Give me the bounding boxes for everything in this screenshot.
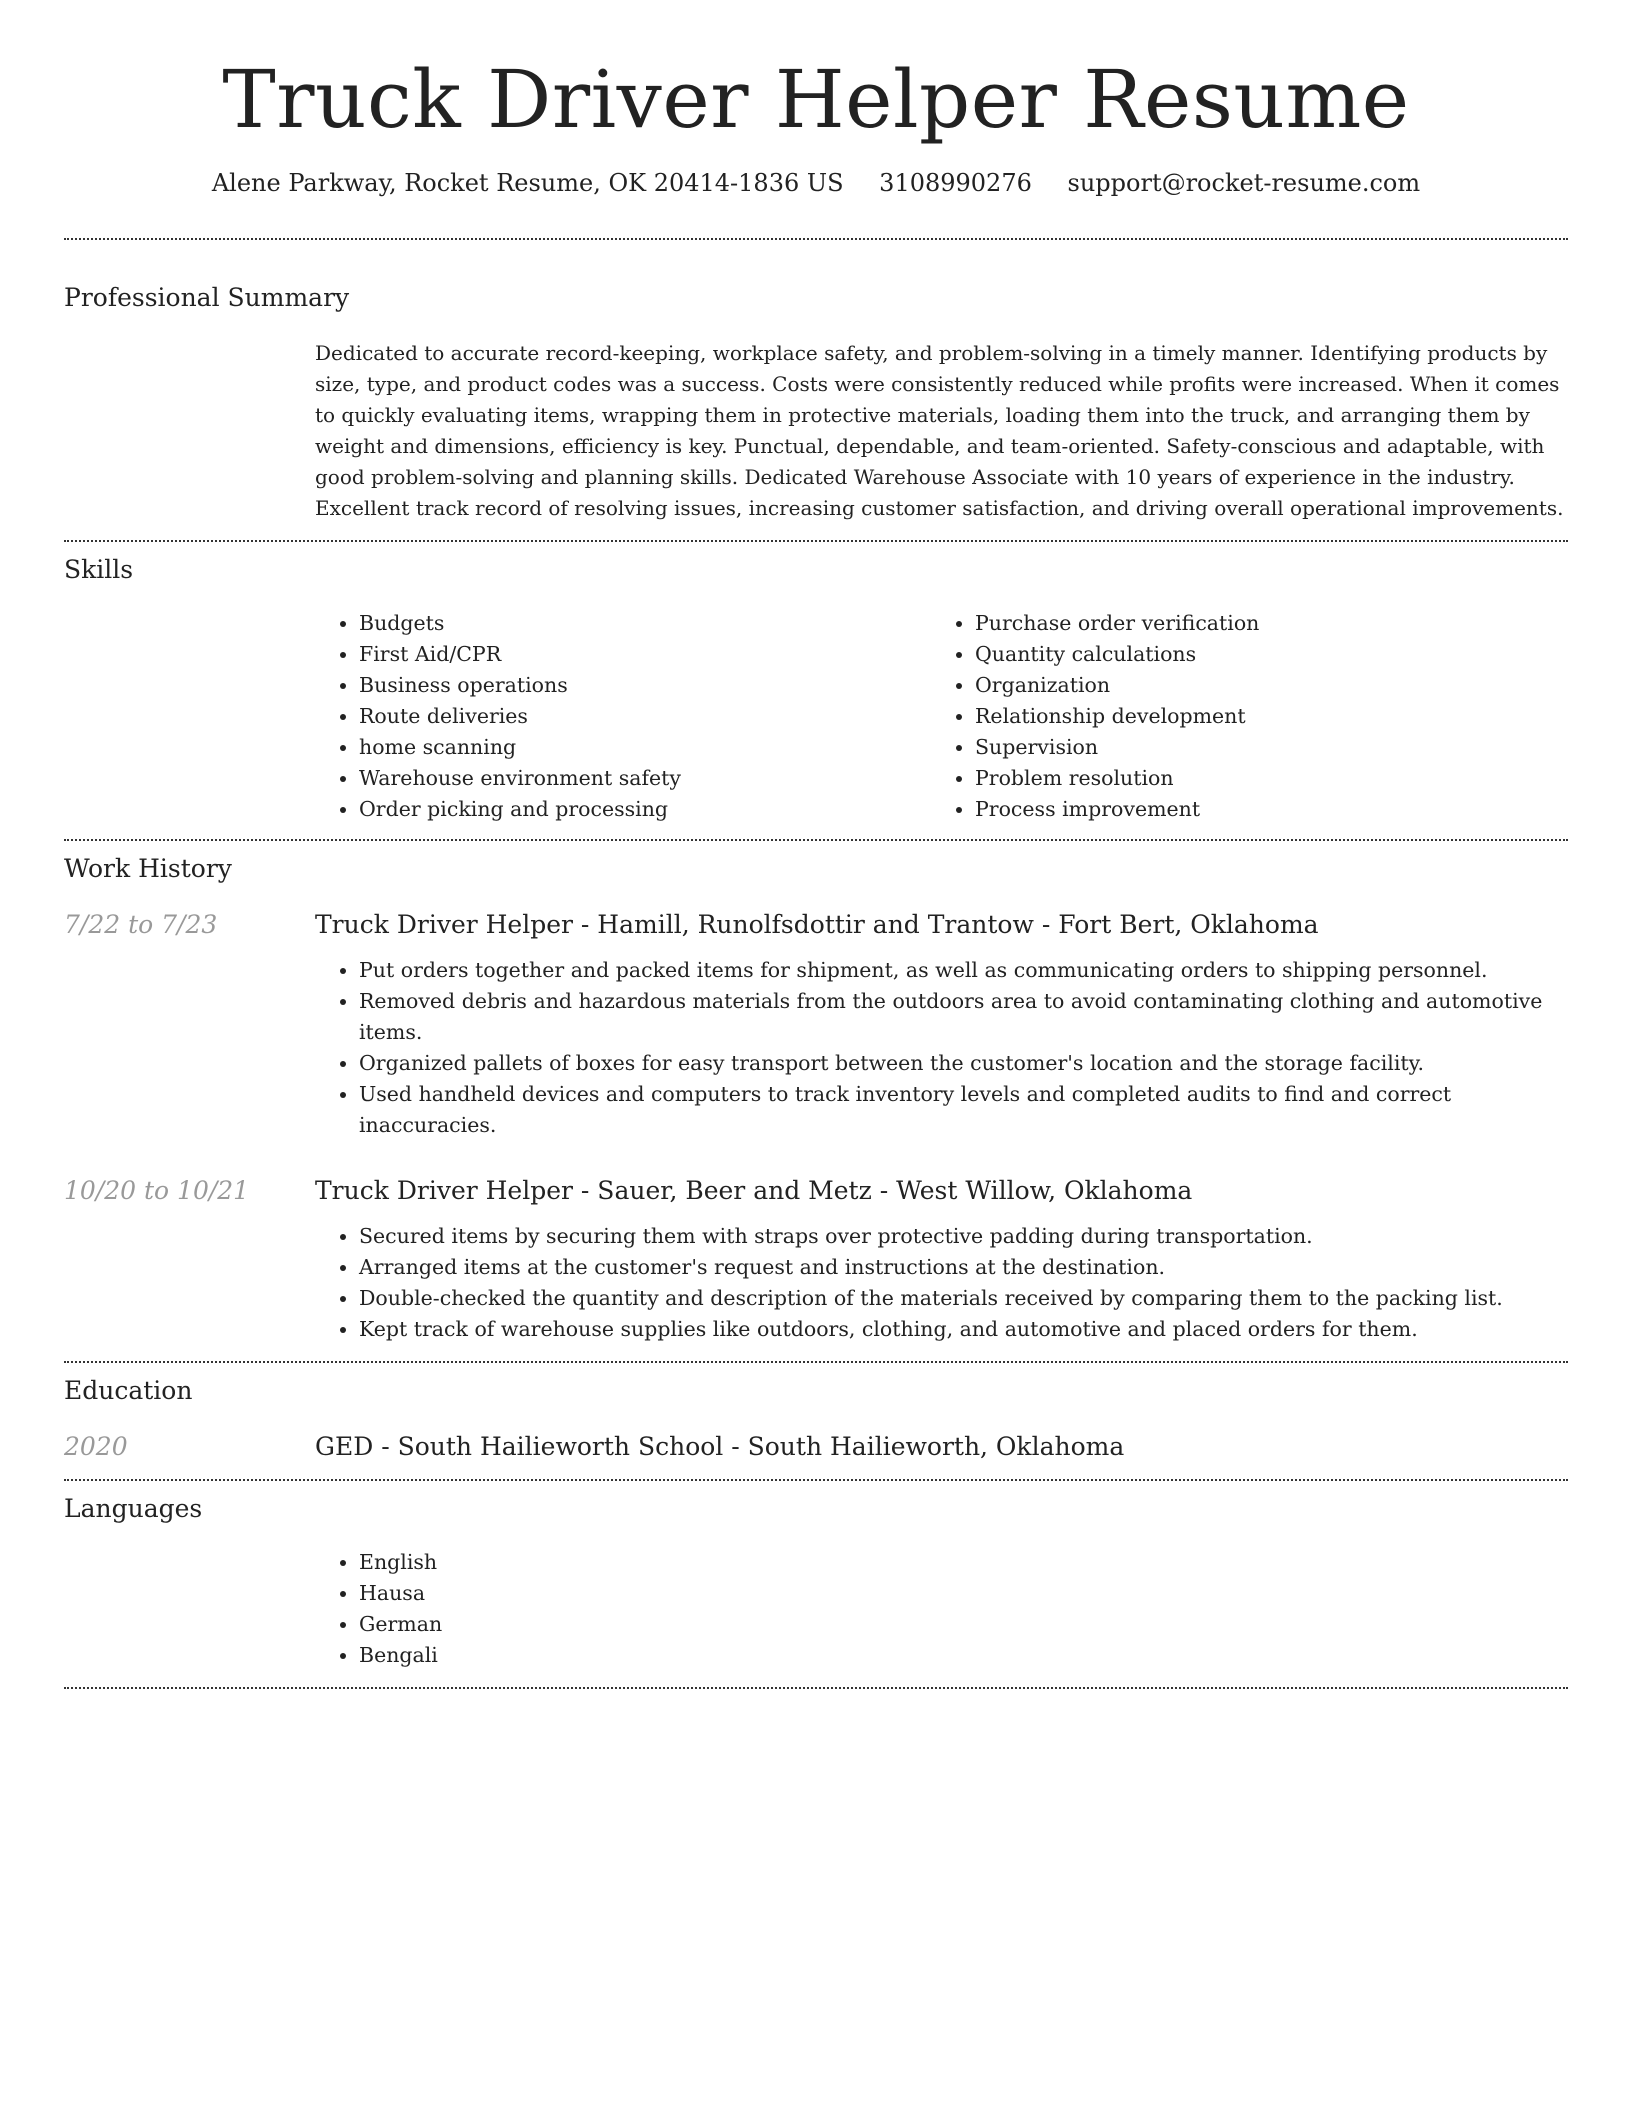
education-section bbox=[64, 1363, 1568, 1479]
work-history-section bbox=[64, 841, 1568, 1361]
skill-item: • Problem resolution bbox=[975, 763, 1547, 794]
job-dates: 10/20 to 10/21 bbox=[64, 1176, 250, 1205]
skills-list-right bbox=[931, 608, 1547, 825]
contact-address: Alene Parkway, Rocket Resume, OK 20414-1836 US bbox=[211, 169, 844, 197]
summary-text: Dedicated to accurate record-keeping, workplace safety, and problem-solving in a timely manner. Identifying products by size, type, and product codes was a success. Costs were consistently reduced while profits were increased. When it comes to quickly evaluating items, wrapping them in protective materials, loading them into the truck, and arranging them by weight and dimensions, efficiency is key. Punctual, dependable, and team-oriented. Safety-conscious and adaptable, with good problem-solving and planning skills. Dedicated Warehouse Associate with 10 years of experience in the industry. Excellent track record of resolving issues, increasing customer satisfaction, and driving overall operational improvements. bbox=[315, 341, 1564, 520]
job-entry bbox=[64, 1173, 1568, 1345]
skill-item: • Business operations bbox=[359, 670, 931, 701]
job-title: Truck Driver Helper - Hamill, Runolfsdottir and Trantow - Fort Bert, Oklahoma bbox=[315, 910, 1319, 939]
skill-item: • Quantity calculations bbox=[975, 639, 1547, 670]
languages-section bbox=[64, 1481, 1568, 1687]
job-entry bbox=[64, 907, 1568, 1141]
education-date: 2020 bbox=[64, 1432, 128, 1461]
contact-line bbox=[64, 166, 1568, 200]
skill-item: • Route deliveries bbox=[359, 701, 931, 732]
skill-item: • home scanning bbox=[359, 732, 931, 763]
job-bullet: • Double-checked the quantity and description of the materials received by comparing them to the packing list. bbox=[359, 1283, 1568, 1314]
skill-item: • Order picking and processing bbox=[359, 794, 931, 825]
job-bullet: • Removed debris and hazardous materials from the outdoors area to avoid contaminating clothing and automotive items. bbox=[359, 986, 1568, 1048]
job-bullet: • Kept track of warehouse supplies like outdoors, clothing, and automotive and placed orders for them. bbox=[359, 1314, 1568, 1345]
skill-item: • Purchase order verification bbox=[975, 608, 1547, 639]
contact-email: support@rocket-resume.com bbox=[1067, 169, 1421, 197]
skill-item: • Supervision bbox=[975, 732, 1547, 763]
language-item: • English bbox=[359, 1547, 1568, 1578]
divider bbox=[64, 1687, 1568, 1689]
skill-item: • Warehouse environment safety bbox=[359, 763, 931, 794]
languages-list bbox=[315, 1547, 1568, 1671]
job-bullets bbox=[315, 1221, 1568, 1345]
job-bullets bbox=[315, 955, 1568, 1141]
skills-heading: Skills bbox=[64, 555, 134, 584]
skill-item: • First Aid/CPR bbox=[359, 639, 931, 670]
job-dates: 7/22 to 7/23 bbox=[64, 910, 218, 939]
languages-heading: Languages bbox=[64, 1494, 203, 1523]
summary-heading: Professional Summary bbox=[64, 283, 350, 312]
skill-item: • Process improvement bbox=[975, 794, 1547, 825]
skills-list-left bbox=[315, 608, 931, 825]
education-entry bbox=[64, 1429, 1568, 1465]
contact-phone: 3108990276 bbox=[879, 169, 1032, 197]
summary-section bbox=[64, 240, 1568, 540]
skill-item: • Relationship development bbox=[975, 701, 1547, 732]
language-item: • German bbox=[359, 1609, 1568, 1640]
job-bullet: • Organized pallets of boxes for easy transport between the customer's location and the storage facility. bbox=[359, 1048, 1568, 1079]
skill-item: • Budgets bbox=[359, 608, 931, 639]
resume-title: Truck Driver Helper Resume bbox=[222, 53, 1410, 146]
language-item: • Hausa bbox=[359, 1578, 1568, 1609]
skill-item: • Organization bbox=[975, 670, 1547, 701]
education-heading: Education bbox=[64, 1376, 193, 1405]
language-item: • Bengali bbox=[359, 1640, 1568, 1671]
job-bullet: • Arranged items at the customer's request and instructions at the destination. bbox=[359, 1252, 1568, 1283]
job-bullet: • Secured items by securing them with straps over protective padding during transportation. bbox=[359, 1221, 1568, 1252]
resume-header bbox=[64, 0, 1568, 200]
job-bullet: • Put orders together and packed items for shipment, as well as communicating orders to shipping personnel. bbox=[359, 955, 1568, 986]
job-title: Truck Driver Helper - Sauer, Beer and Metz - West Willow, Oklahoma bbox=[315, 1176, 1193, 1205]
work-history-heading: Work History bbox=[64, 854, 232, 883]
job-bullet: • Used handheld devices and computers to track inventory levels and completed audits to find and correct inaccuracies. bbox=[359, 1079, 1568, 1141]
education-title: GED - South Hailieworth School - South Hailieworth, Oklahoma bbox=[315, 1432, 1125, 1461]
skills-section bbox=[64, 542, 1568, 839]
